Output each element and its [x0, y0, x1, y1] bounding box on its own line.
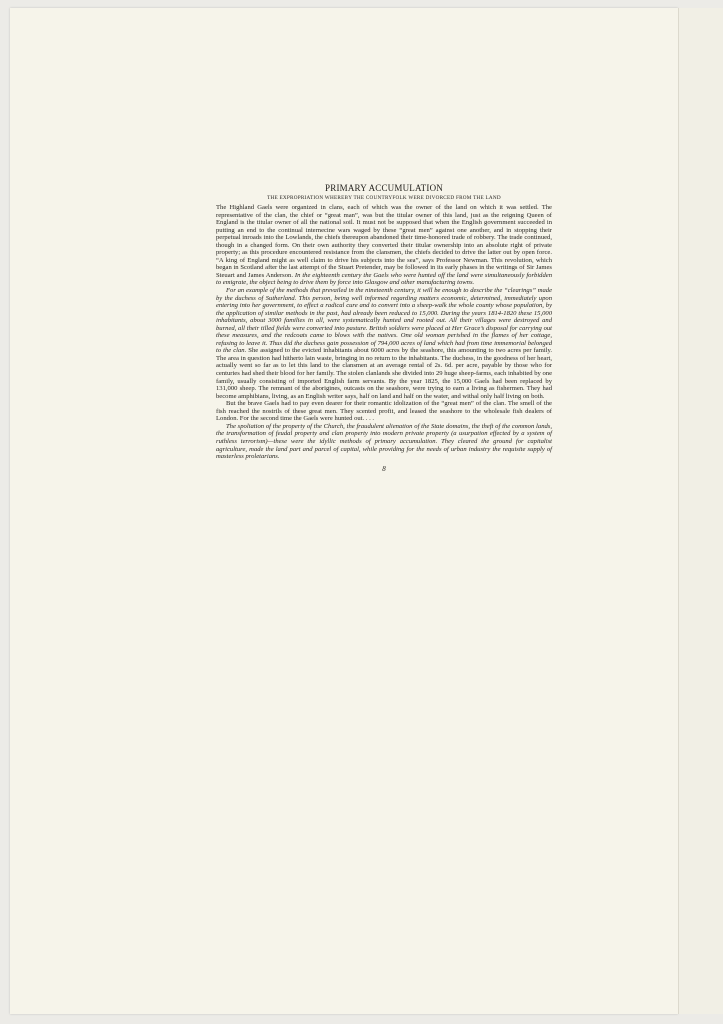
page-number: 8 — [382, 464, 386, 473]
paragraph-3 — [216, 400, 552, 423]
next-page-edge — [678, 8, 723, 1014]
paragraph-3-roman: But the brave Gaels had to pay even dearer for their romantic idolization of the “great men” of the clan. The smell of the fish reached the nostrils of these great men. They scented profit, and leased the seashore to the wholesale fish dealers of London. For the second time the Gaels were hunted out. . . . — [216, 400, 552, 423]
chapter-title: PRIMARY ACCUMULATION — [325, 183, 443, 193]
text-block — [216, 183, 552, 473]
paragraph-2-roman: She assigned to the evicted inhabitants about 6000 acres by the seashore, this amounting to two acres per family. The area in question had hitherto lain waste, bringing in no return to the inhabitants. The duchess, in the goodness of her heart, actually went so far as to let this land to the clansmen at an average rental of 2s. 6d. per acre, payable by those who for centuries had shed their blood for her family. The stolen clanlands she divided into 29 huge sheep-farms, each inhabited by one family, usually consisting of imported English farm servants. By the year 1825, the 15,000 Gaels had been replaced by 131,000 sheep. The remnant of the aborigines, outcasts on the seashore, were trying to earn a living as fishermen. They had become amphibians, living, as an English writer says, half on land and half on the water, and withal only half living on both. — [216, 347, 552, 400]
paragraph-4 — [216, 423, 552, 461]
book-page — [10, 8, 678, 1014]
paragraph-4-italic: The spoliation of the property of the Church, the fraudulent alienation of the State domains, the theft of the common lands, the transformation of feudal property and clan property into modern private property (a usurpation effected by a system of ruthless terrorism)—these were the idyllic methods of primary accumulation. They cleared the ground for capitalist agriculture, made the land part and parcel of capital, while providing for the needs of urban industry the requisite supply of masterless proletarians. — [216, 422, 552, 461]
paragraph-2 — [216, 287, 552, 400]
paragraph-1-italic: In the eighteenth century the Gaels who were hunted off the land were simultaneously forbidden to emigrate, the object being to drive them by force into Glasgow and other manufacturing towns. — [216, 271, 552, 287]
paragraph-1 — [216, 204, 552, 287]
paragraph-1-roman: The Highland Gaels were organized in clans, each of which was the owner of the land on which it was settled. The representative of the clan, the chief or “great man”, was but the titular owner of this land, just as the reigning Queen of England is the titular owner of all the national soil. It must not be supposed that when the English government succeeded in putting an end to the continual internecine wars waged by these “great men” against one another, and in stopping their perpetual inroads into the Lowlands, the chiefs thereupon abandoned their time-honored trade of robbery. The trade continued, though in a changed form. On their own authority they converted their titular ownership into an absolute right of private property; as this procedure encountered resistance from the clansmen, the chiefs decided to drive the latter out by open force. “A king of England might as well claim to drive his subjects into the sea”, says Professor Newman. This revolution, which began in Scotland after the last attempt of the Stuart Pretender, may be followed in its early phases in the writings of Sir James Steuart and James Anderson. — [216, 204, 552, 279]
chapter-subtitle: THE EXPROPRIATION WHEREBY THE COUNTRYFOLK WERE DIVORCED FROM THE LAND — [267, 195, 501, 201]
paragraph-2-italic: For an example of the methods that prevailed in the nineteenth century, it will be enough to describe the “clearings” made by the duchess of Sutherland. This person, being well informed regarding matters economic, determined, immediately upon entering into her government, to effect a radical cure and to convert into a sheep-walk the whole county whose population, by the application of similar methods in the past, had already been reduced to 15,000. During the years 1814-1820 these 15,000 inhabitants, about 3000 families in all, were systematically hunted and rooted out. All their villages were destroyed and burned, all their tilled fields were converted into pasture. British soldiers were placed at Her Grace’s disposal for carrying out these measures, and the redcoats came to blows with the natives. One old woman perished in the flames of her cottage, refusing to leave it. Thus did the duchess gain possession of 794,000 acres of land which had from time immemorial belonged to the clan. — [216, 287, 552, 355]
